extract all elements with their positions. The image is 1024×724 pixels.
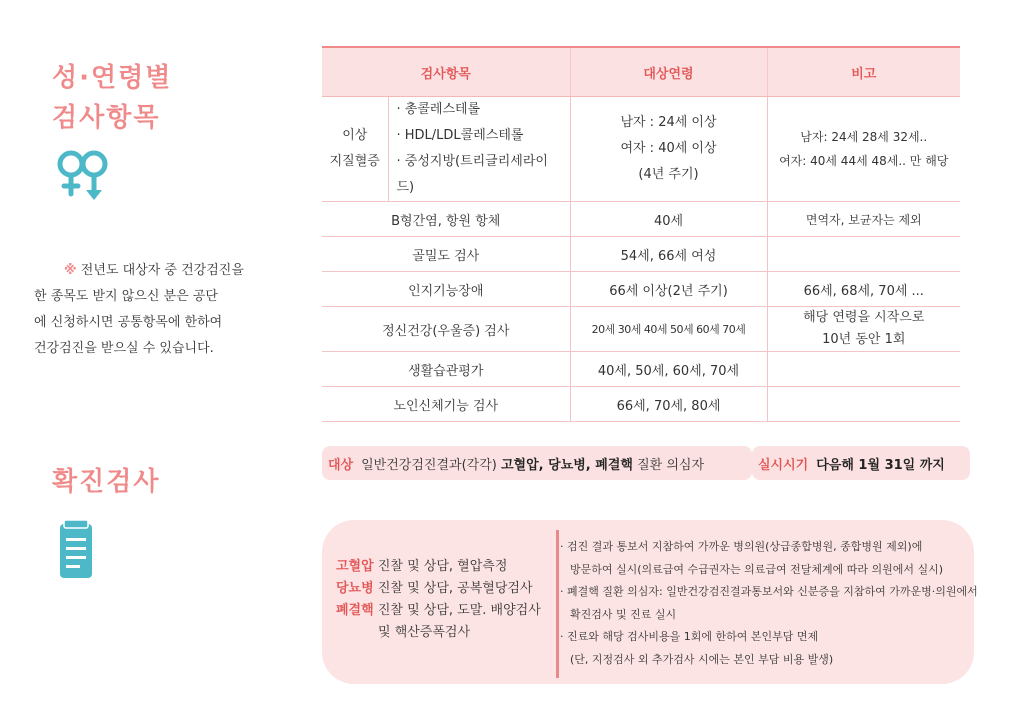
instruction-line: (단, 지정검사 외 추가검사 시에는 본인 부담 비용 발생) [570, 652, 834, 666]
lipid-name [322, 97, 388, 202]
lipid-age-line: (4년 주기) [638, 167, 699, 182]
row-exam-name: 정신건강(우울증) 검사 [322, 307, 570, 352]
row-age: 54세, 66세 여성 [570, 237, 767, 272]
confirm-item [336, 556, 541, 578]
row-exam-name: 노인신체기능 검사 [322, 387, 570, 422]
notice-line4: 건강검진을 받으실 수 있습니다. [34, 341, 214, 356]
table-row [322, 237, 960, 272]
lipid-item: · 총콜레스테롤 [396, 102, 481, 117]
confirm-disease: 당뇨병 [336, 581, 374, 596]
notice-line1: 전년도 대상자 중 건강검진을 [80, 263, 244, 278]
period-label: 실시시기 [758, 457, 809, 473]
confirm-desc: 진찰 및 상담, 도말. 배양검사 [377, 603, 541, 618]
target-text-plain: 일반건강검진결과(각각) [361, 457, 497, 473]
target-bar [322, 446, 752, 480]
confirm-disease: 폐결핵 [336, 603, 374, 618]
confirm-extra: 및 핵산증폭검사 [378, 625, 471, 640]
confirm-divider [556, 530, 559, 678]
row-age: 20세 30세 40세 50세 60세 70세 [570, 307, 767, 352]
target-label: 대상 [328, 457, 354, 473]
row-note [767, 237, 960, 272]
clipboard-icon [58, 516, 94, 584]
row-age: 66세 이상(2년 주기) [570, 272, 767, 307]
confirm-disease: 고혈압 [336, 559, 374, 574]
row-note [767, 387, 960, 422]
lipid-age-line: 남자 : 24세 이상 [620, 115, 717, 130]
table-row-lipid [322, 97, 960, 202]
lipid-note [767, 97, 960, 202]
lipid-age-line: 여자 : 40세 이상 [620, 141, 717, 156]
instruction-line: 확진검사 및 진료 실시 [570, 607, 677, 621]
row-exam-name: B형간염, 항원 항체 [322, 202, 570, 237]
notice-mark: ※ [64, 263, 77, 278]
confirm-instructions [560, 536, 978, 671]
table-row [322, 352, 960, 387]
row-note-line: 10년 동안 1회 [822, 332, 906, 347]
row-exam-name: 생활습관평가 [322, 352, 570, 387]
target-text-tail: 질환 의심자 [637, 457, 705, 473]
lipid-note-line: 남자: 24세 28세 32세.. [800, 130, 928, 144]
table-row [322, 202, 960, 237]
notice-line3: 에 신청하시면 공통항목에 한하여 [34, 315, 223, 330]
notice-text [34, 258, 294, 362]
period-bar [752, 446, 970, 480]
row-exam-name: 인지기능장애 [322, 272, 570, 307]
instruction-line: · 진료와 해당 검사비용을 1회에 한하여 본인부담 면제 [560, 630, 819, 643]
confirm-desc: 진찰 및 상담, 혈압측정 [377, 559, 508, 574]
instruction-line: 방문하여 실시(의료급여 수급권자는 의료급여 전달체계에 따라 의원에서 실시) [570, 562, 944, 576]
confirm-exam-list [336, 556, 541, 644]
table-header-row [322, 47, 960, 97]
section-title-confirm: 확진검사 [52, 467, 161, 497]
section-title-exam-items [52, 58, 172, 139]
lipid-name-line1: 이상 [342, 128, 368, 143]
section-title-line1: 성·연령별 [52, 63, 173, 93]
header-target-age: 대상연령 [570, 47, 767, 97]
row-note-line: 해당 연령을 시작으로 [803, 310, 925, 325]
notice-line2: 한 종목도 받지 않으신 분은 공단 [34, 289, 218, 304]
row-note: 66세, 68세, 70세 ... [767, 272, 960, 307]
instruction-line: · 폐결핵 질환 의심자: 일반건강검진결과통보서와 신분증을 지참하여 가까운병·의원에서 [560, 585, 978, 598]
header-exam-item: 검사항목 [322, 47, 570, 97]
lipid-note-line: 여자: 40세 44세 48세.. 만 해당 [779, 154, 949, 168]
exam-items-table [322, 46, 960, 422]
row-age: 40세, 50세, 60세, 70세 [570, 352, 767, 387]
section-title-line2: 검사항목 [52, 103, 161, 134]
row-exam-name: 골밀도 검사 [322, 237, 570, 272]
header-remarks: 비고 [767, 47, 960, 97]
lipid-age [570, 97, 767, 202]
lipid-name-line2: 지질혈증 [329, 154, 380, 169]
table-row [322, 272, 960, 307]
confirm-desc: 진찰 및 상담, 공복혈당검사 [377, 581, 533, 596]
row-note: 면역자, 보균자는 제외 [767, 202, 960, 237]
lipid-item: · HDL/LDL콜레스테롤 [396, 128, 524, 143]
confirm-item [336, 578, 541, 600]
table-row [322, 307, 960, 352]
row-age: 66세, 70세, 80세 [570, 387, 767, 422]
row-note [767, 352, 960, 387]
row-age: 40세 [570, 202, 767, 237]
row-note [767, 307, 960, 352]
period-value: 다음해 1월 31일 까지 [816, 457, 945, 473]
lipid-item: · 중성지방(트리글리세라이드) [396, 154, 548, 195]
target-text-bold: 고혈압, 당뇨병, 폐결핵 [501, 457, 633, 473]
instruction-line: · 검진 결과 통보서 지참하여 가까운 병의원(상급종합병원, 종합병원 제외)에 [560, 540, 923, 553]
lipid-items [388, 97, 570, 202]
gender-icon [54, 146, 112, 208]
table-row [322, 387, 960, 422]
confirm-item [336, 600, 541, 622]
